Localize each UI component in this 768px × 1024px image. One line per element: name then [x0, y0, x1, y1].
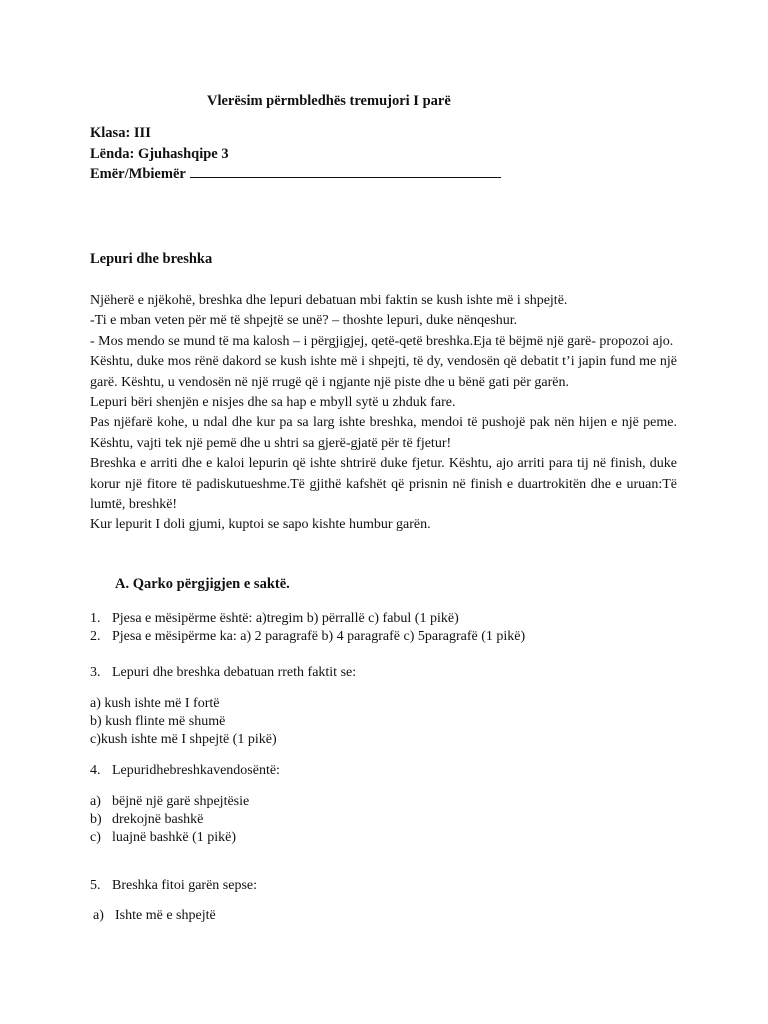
story-paragraph: Pas njëfarë kohe, u ndal dhe kur pa sa larg ishte breshka, mendoi të pushojë pak nën hijen e një peme. Kështu, vajti tek një pemë dhe u shtri sa gjerë-gjatë për të fjetur!: [90, 415, 677, 451]
question-text: Breshka fitoi garën sepse:: [112, 878, 258, 893]
question-3: [90, 664, 356, 682]
student-header: [90, 123, 501, 185]
class-line: Klasa: III: [90, 125, 151, 141]
question-5: [90, 877, 257, 895]
answer-option: c)kush ishte më I shpejtë (1 pikë): [90, 732, 277, 747]
name-label: Emër/Mbiemër: [90, 166, 186, 182]
question-5-row: [90, 877, 257, 895]
question-text: Pjesa e mësipërme është: a)tregim b) përrallë c) fabul (1 pikë): [112, 611, 459, 626]
document-title: Vlerësim përmbledhës tremujori I parë: [207, 93, 451, 109]
question-2: [90, 628, 525, 646]
question-text: Lepuridhebreshkavendosëntë:: [112, 763, 280, 778]
option-letter: a): [90, 794, 101, 809]
story-paragraph: - Mos mendo se mund të ma kalosh – i përgjigjej, qetë-qetë breshka.Eja të bëjmë një garë- propozoi ajo.: [90, 333, 674, 349]
question-text: Pjesa e mësipërme ka: a) 2 paragrafë b) 4 paragrafë c) 5paragrafë (1 pikë): [112, 629, 526, 644]
option-text: luajnë bashkë (1 pikë): [112, 830, 237, 845]
question-4: [90, 762, 280, 780]
answer-option: [90, 811, 249, 829]
story-paragraph: Lepuri bëri shenjën e nisjes dhe sa hap e mbyll sytë u zhduk fare.: [90, 395, 456, 411]
question-3-row: [90, 664, 356, 682]
option-letter: c): [90, 830, 101, 845]
question-list-1-2: [90, 610, 525, 646]
answer-option: a) kush ishte më I fortë: [90, 696, 220, 711]
question-text: Lepuri dhe breshka debatuan rreth faktit se:: [112, 665, 357, 680]
story-paragraph: Kur lepurit I doli gjumi, kuptoi se sapo kishte humbur garën.: [90, 517, 431, 533]
question-number: 1.: [90, 611, 101, 626]
story-paragraph: -Ti e mban veten për më të shpejtë se unë? – thoshte lepuri, duke nënqeshur.: [90, 313, 518, 329]
option-letter: b): [90, 812, 102, 827]
story-title: Lepuri dhe breshka: [90, 251, 213, 267]
question-1: [90, 610, 525, 628]
subject-line: Lënda: Gjuhashqipe 3: [90, 145, 229, 162]
story-text: [90, 291, 677, 536]
story-paragraph: Breshka e arriti dhe e kaloi lepurin që ishte shtrirë duke fjetur. Kështu, ajo arriti para tij në finish, duke korur një fitore të padiskutueshme.Të gjithë kafshët që prisnin në finish e duartrokitën dhe e uruan:Të lumtë, breshkë!: [90, 456, 677, 513]
option-text: drekojnë bashkë: [112, 812, 204, 827]
question-number: 5.: [90, 878, 101, 893]
question-number: 3.: [90, 665, 101, 680]
question-5-options: [93, 907, 216, 925]
question-4-options: [90, 793, 249, 847]
name-blank: [190, 165, 501, 178]
answer-option: [90, 829, 249, 847]
question-3-options: [90, 695, 277, 749]
answer-option: [93, 907, 216, 925]
story-paragraph: Njëherë e njëkohë, breshka dhe lepuri debatuan mbi faktin se kush ishte më i shpejtë.: [90, 293, 568, 308]
answer-option: [90, 793, 249, 811]
option-text: Ishte më e shpejtë: [115, 908, 216, 923]
question-number: 4.: [90, 763, 101, 778]
question-number: 2.: [90, 629, 101, 644]
section-a-heading: A. Qarko përgjigjen e saktë.: [115, 576, 290, 592]
option-letter: a): [93, 908, 104, 923]
story-paragraph: Kështu, duke mos rënë dakord se kush ishte më i shpejti, të dy, vendosën që debatit t’i japin fund me një garë. Kështu, u vendosën në një rrugë që i ngjante një piste dhe u bënë gati për garën.: [90, 354, 677, 390]
answer-option: b) kush flinte më shumë: [90, 714, 226, 729]
option-text: bëjnë një garë shpejtësie: [112, 794, 250, 809]
question-4-row: [90, 762, 280, 780]
name-line: [90, 164, 501, 185]
